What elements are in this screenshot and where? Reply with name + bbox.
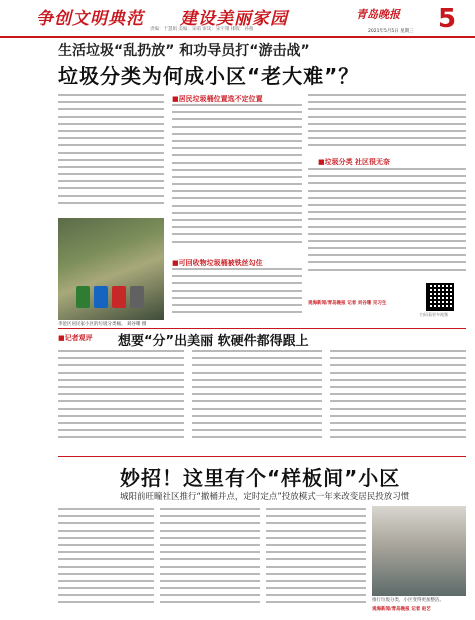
section-title-right: 建设美丽家园 (180, 9, 288, 29)
story1-headline: 垃圾分类为何成小区“老大难”？ (58, 64, 360, 88)
section-title-left: 争创文明典范 (36, 9, 144, 29)
section-divider (58, 328, 466, 329)
story1-column-3b (308, 168, 466, 278)
story1-column-1 (58, 94, 164, 214)
editor-credits: 责编：于慧娟 美编：宋萌 审读：宋宇翔 排版：孙燕 (150, 27, 254, 32)
story3-column-3 (266, 508, 366, 612)
trash-bin-icon (112, 286, 126, 308)
story1-kicker: 生活垃圾“乱扔放” 和功导员打“游击战” (58, 43, 310, 59)
masthead-rule (0, 36, 475, 38)
story1-column-2b (172, 268, 302, 320)
story2-headline: 想要“分”出美丽 软硬件都得跟上 (118, 334, 309, 349)
qr-code-icon[interactable] (426, 283, 454, 311)
story2-column-2 (192, 350, 322, 450)
masthead (0, 0, 475, 36)
qr-caption: 扫码看更多视频 (420, 312, 448, 317)
story3-deck: 城阳前旺疃社区推行“撤桶并点，定时定点”投放模式一年来改变居民投放习惯 (120, 492, 410, 502)
trash-bin-icon (94, 286, 108, 308)
paper-logo: 青岛晚报 (356, 8, 400, 21)
story1-photo-caption: 李沧区居民家小区的垃圾分类桶。 刘谷珊 摄 (58, 322, 147, 327)
story1-subhead-2: ■可回收物垃圾桶被铁丝勾住 (172, 259, 263, 267)
section-divider (58, 456, 466, 457)
page-number: 5 (438, 4, 457, 34)
trash-bin-icon (76, 286, 90, 308)
story3-headline: 妙招！这里有个“样板间”小区 (120, 466, 401, 490)
issue-date: 2021年5月5日 星期三 (368, 29, 414, 34)
story2-column-1 (58, 350, 184, 450)
story2-section-label: ■记者观评 (58, 334, 93, 342)
story3-column-1 (58, 508, 154, 612)
trash-bin-icon (130, 286, 144, 308)
story2-column-3 (330, 350, 466, 450)
story1-column-2 (172, 104, 302, 254)
story3-byline: 观海新闻/青岛晚报 记者 赵艺 (372, 607, 431, 612)
story1-subhead-1: ■居民垃圾桶位置选不定位置 (172, 95, 263, 103)
story1-byline: 观海新闻/青岛晚报 记者 刘谷珊 见习生 (308, 301, 387, 306)
story3-column-2 (160, 508, 260, 612)
story3-photo-caption: 推行垃圾分类，小区变得更加整洁。 (372, 598, 444, 603)
story1-photo (58, 218, 164, 320)
story1-column-3 (308, 94, 466, 154)
story3-photo (372, 506, 466, 596)
story1-subhead-3: ■垃圾分类 社区很无奈 (318, 158, 391, 166)
